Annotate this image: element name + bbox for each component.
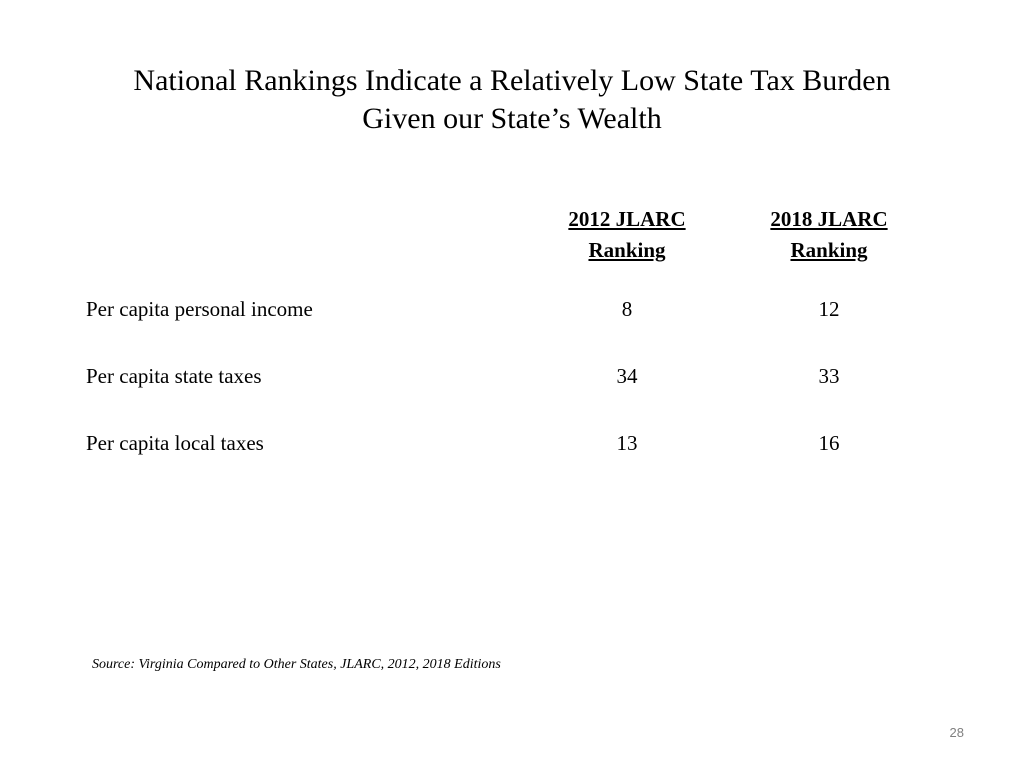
page-number: 28 bbox=[949, 725, 964, 740]
row-label-local-taxes: Per capita local taxes bbox=[86, 431, 264, 455]
cell-personal-income-2018: 12 bbox=[818, 297, 840, 321]
column-header-2012-line-1: 2012 JLARC bbox=[568, 207, 686, 231]
column-header-2012 bbox=[537, 204, 717, 266]
cell-state-taxes-2012: 34 bbox=[616, 364, 638, 388]
cell-local-taxes-2018: 16 bbox=[818, 431, 840, 455]
row-label-personal-income: Per capita personal income bbox=[86, 297, 313, 321]
column-header-2012-line-2: Ranking bbox=[588, 238, 666, 262]
column-header-2018-line-2: Ranking bbox=[790, 238, 868, 262]
slide-title bbox=[40, 62, 984, 138]
column-header-2018-line-1: 2018 JLARC bbox=[770, 207, 888, 231]
slide-title-line-1: National Rankings Indicate a Relatively Low State Tax Burden bbox=[133, 64, 891, 97]
cell-state-taxes-2018: 33 bbox=[818, 364, 840, 388]
slide-title-line-2: Given our State’s Wealth bbox=[362, 102, 662, 135]
column-header-2018 bbox=[739, 204, 919, 266]
source-note: Source: Virginia Compared to Other States, JLARC, 2012, 2018 Editions bbox=[92, 657, 501, 672]
cell-personal-income-2012: 8 bbox=[621, 297, 633, 321]
row-label-state-taxes: Per capita state taxes bbox=[86, 364, 262, 388]
cell-local-taxes-2012: 13 bbox=[616, 431, 638, 455]
